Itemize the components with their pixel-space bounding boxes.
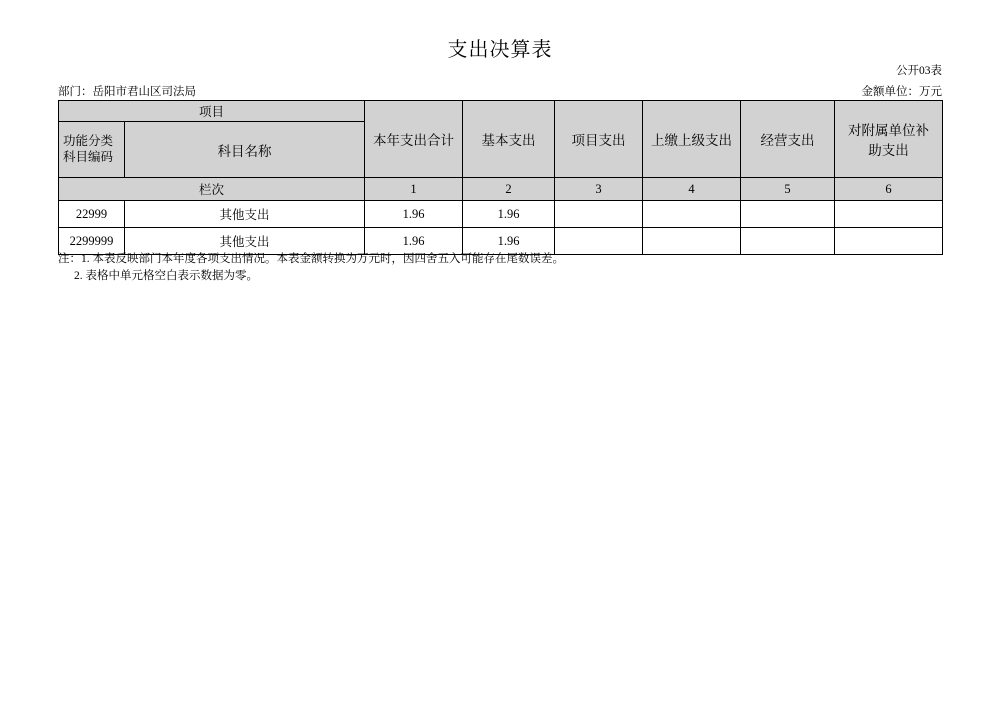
cell-total: 1.96 [365,201,463,228]
cell-code: 2299999 [59,228,125,255]
header-project: 项目支出 [555,101,643,178]
cell-basic: 1.96 [463,201,555,228]
lane-number-1: 1 [365,178,463,201]
table-lane-row [59,178,943,201]
header-group-item: 项目 [59,101,365,122]
lane-number-4: 4 [643,178,741,201]
expenditure-table-wrap [58,100,942,255]
cell-subsidy [835,228,943,255]
lane-number-2: 2 [463,178,555,201]
cell-name: 其他支出 [125,201,365,228]
note-line-2: 2. 表格中单元格空白表示数据为零。 [74,270,258,283]
note-line-1: 注：1. 本表反映部门本年度各项支出情况。本表金额转换为万元时，因四舍五入可能存在尾数误差。 [58,253,564,265]
header-code [59,122,125,178]
header-upper: 上缴上级支出 [643,101,741,178]
lane-number-5: 5 [741,178,835,201]
cell-name: 其他支出 [125,228,365,255]
cell-operating [741,201,835,228]
cell-upper [643,228,741,255]
department-label: 部门：岳阳市君山区司法局 [58,86,196,98]
page-title: 支出决算表 [447,39,553,61]
header-basic: 基本支出 [463,101,555,178]
lane-number-3: 3 [555,178,643,201]
cell-basic: 1.96 [463,228,555,255]
header-operating: 经营支出 [741,101,835,178]
header-subsidy-line2: 助支出 [868,143,909,158]
header-subsidy-line1: 对附属单位补 [848,123,930,138]
form-number: 公开03表 [896,65,942,77]
cell-total: 1.96 [365,228,463,255]
lane-number-6: 6 [835,178,943,201]
expenditure-table [58,100,943,255]
amount-unit-label: 金额单位：万元 [861,86,942,98]
cell-operating [741,228,835,255]
table-notes [58,251,564,286]
header-total: 本年支出合计 [365,101,463,178]
header-subsidy [835,101,943,178]
table-row [59,201,943,228]
cell-project [555,201,643,228]
cell-code: 22999 [59,201,125,228]
header-name: 科目名称 [125,122,365,178]
cell-subsidy [835,201,943,228]
header-code-line2: 科目编码 [63,149,114,164]
cell-project [555,228,643,255]
table-header-row-top [59,101,943,122]
lane-label: 栏次 [59,178,365,201]
cell-upper [643,201,741,228]
header-code-line1: 功能分类 [63,133,114,148]
meta-row [58,83,942,99]
